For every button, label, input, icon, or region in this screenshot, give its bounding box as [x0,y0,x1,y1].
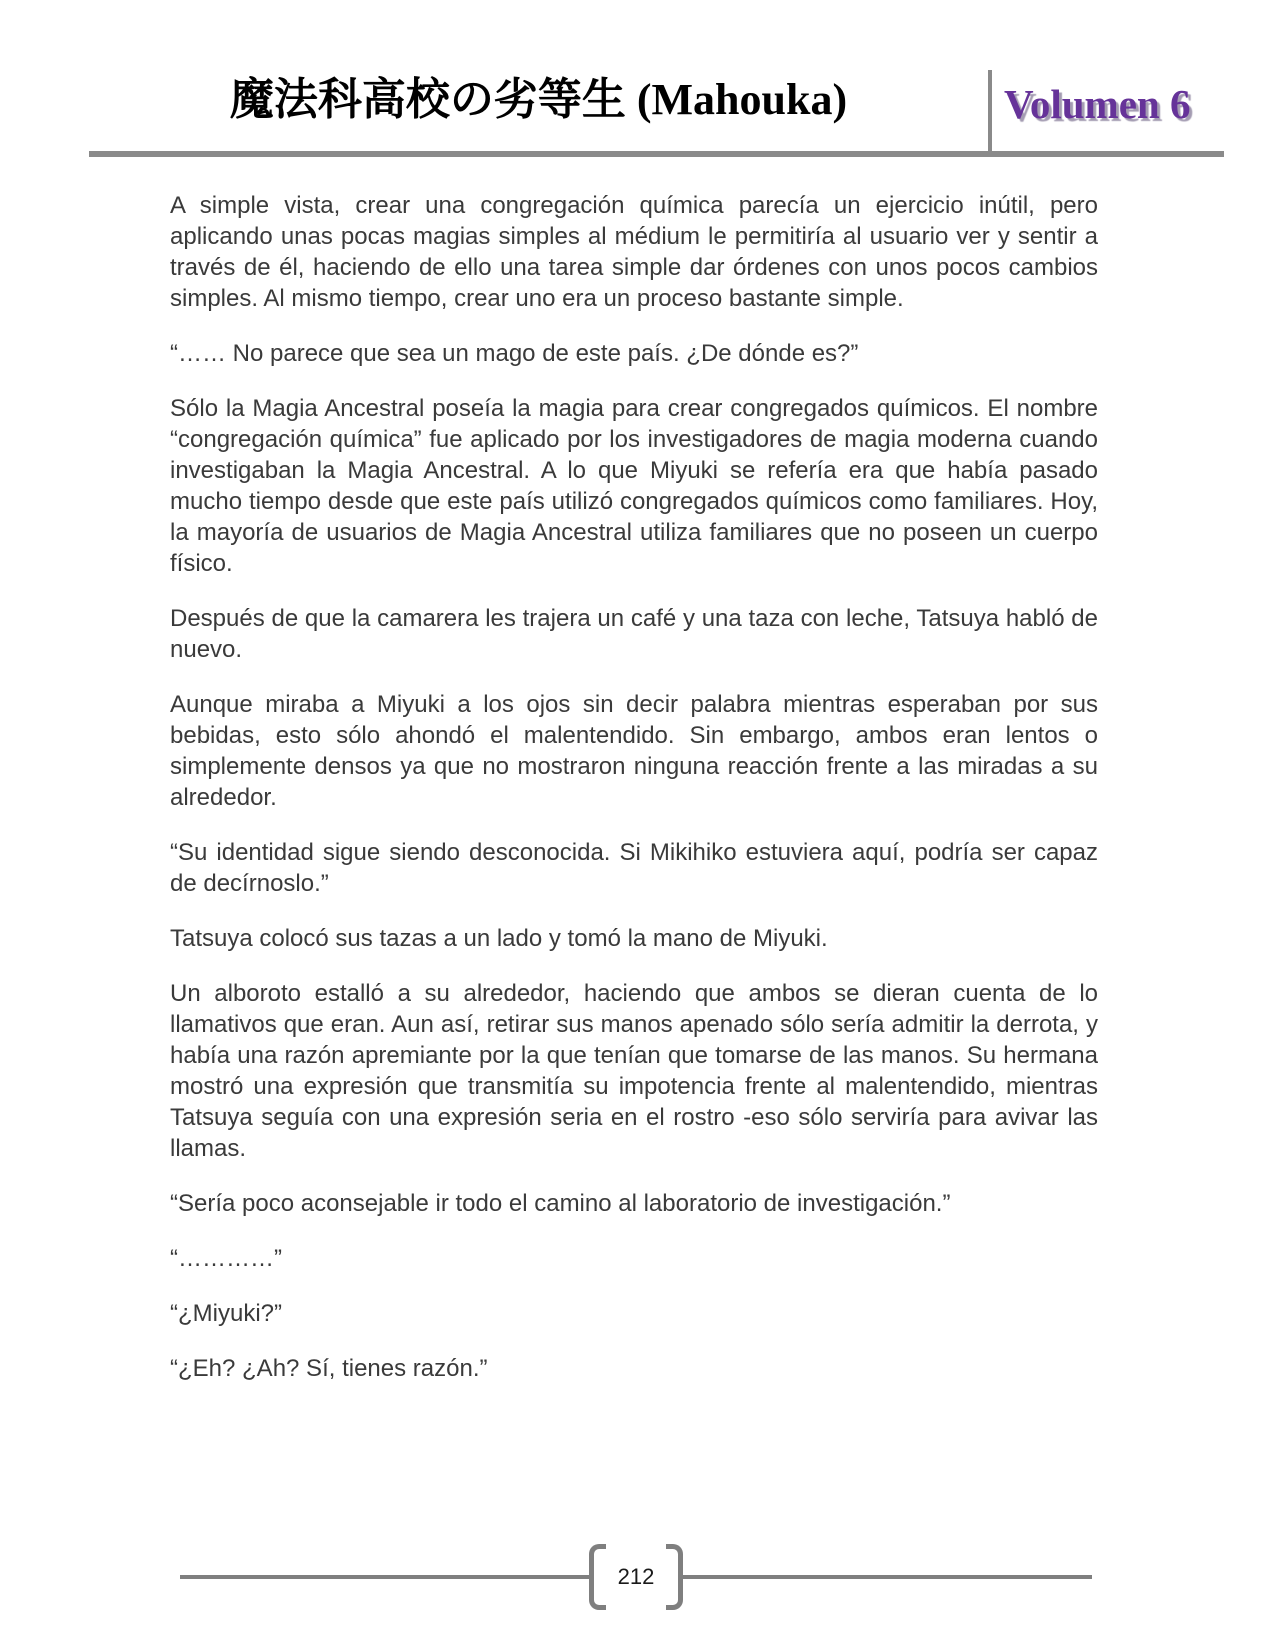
dialogue-paragraph: “…… No parece que sea un mago de este país. ¿De dónde es?” [170,340,859,367]
page-footer [180,1544,1092,1610]
paragraph: Sólo la Magia Ancestral poseía la magia para crear congregados químicos. El nombre “congregación química” fue aplicado por los investigadores de magia moderna cuando investigaban la Magia Ancestral. A lo que Miyuki se refería era que había pasado mucho tiempo desde que este país utilizó congregados químicos como familiares. Hoy, la mayoría de usuarios de Magia Ancestral utiliza familiares que no poseen un cuerpo físico. [170,395,1098,577]
paragraph: Tatsuya colocó sus tazas a un lado y tomó la mano de Miyuki. [170,925,828,952]
header-vertical-divider [988,70,992,157]
paragraph: A simple vista, crear una congregación química parecía un ejercicio inútil, pero aplicando unas pocas magias simples al médium le permitiría al usuario ver y sentir a través de él, haciendo de ello una tarea simple dar órdenes con unos pocos cambios simples. Al mismo tiempo, crear uno era un proceso bastante simple. [170,192,1098,312]
paragraph: Un alboroto estalló a su alrededor, haciendo que ambos se dieran cuenta de lo llamativos que eran. Aun así, retirar sus manos apenado sólo sería admitir la derrota, y había una razón apremiante por la que tenían que tomarse de las manos. Su hermana mostró una expresión que transmitía su impotencia frente al malentendido, mientras Tatsuya seguía con una expresión seria en el rostro -eso sólo serviría para avivar las llamas. [170,980,1098,1162]
page-title: 魔法科高校の劣等生 (Mahouka) [229,75,848,124]
header-rule [89,151,1224,157]
footer-rule-right [683,1575,1092,1579]
page-body [170,190,1098,1408]
dialogue-paragraph: “Sería poco aconsejable ir todo el camino al laboratorio de investigación.” [170,1190,951,1217]
dialogue-paragraph: “Su identidad sigue siendo desconocida. Si Mikihiko estuviera aquí, podría ser capaz de decírnoslo.” [170,839,1098,897]
page-number: 212 [617,1564,655,1589]
footer-rule-left [180,1575,589,1579]
footer-right-bracket [666,1544,683,1610]
paragraph: Aunque miraba a Miyuki a los ojos sin decir palabra mientras esperaban por sus bebidas, esto sólo ahondó el malentendido. Sin embargo, ambos eran lentos o simplemente densos ya que no mostraron ninguna reacción frente a las miradas a su alrededor. [170,691,1098,811]
footer-left-bracket [589,1544,606,1610]
dialogue-paragraph: “¿Eh? ¿Ah? Sí, tienes razón.” [170,1355,488,1382]
paragraph: Después de que la camarera les trajera un café y una taza con leche, Tatsuya habló de nuevo. [170,605,1098,663]
dialogue-paragraph: “…………” [170,1245,282,1272]
dialogue-paragraph: “¿Miyuki?” [170,1300,282,1327]
volume-label: Volumen 6 [1004,81,1191,127]
